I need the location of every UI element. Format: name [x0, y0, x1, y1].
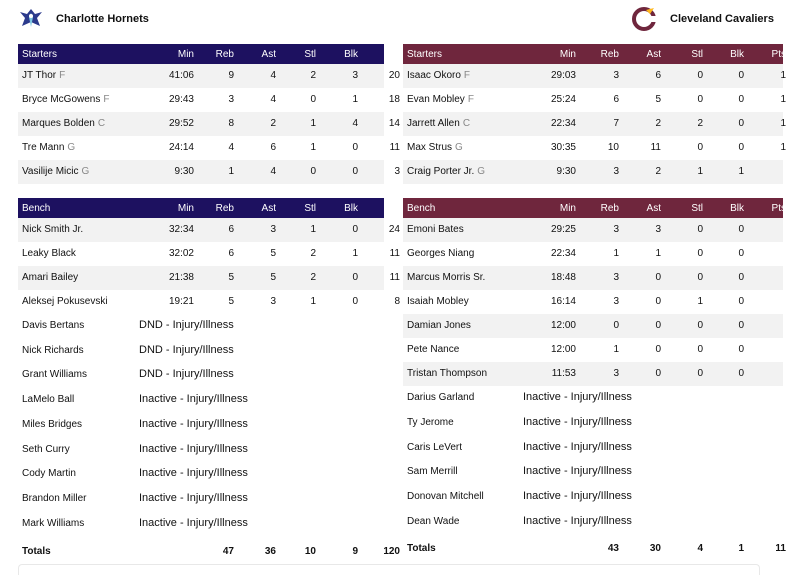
column-header-pts[interactable]: Pts	[771, 49, 786, 60]
totals-pts: 120	[383, 546, 400, 557]
stat-min: 19:21	[168, 296, 194, 307]
player-row[interactable]	[18, 64, 400, 88]
player-name[interactable]	[22, 296, 108, 307]
inactive-player-row[interactable]	[403, 411, 783, 435]
player-name-text[interactable]: Evan Mobley	[407, 94, 465, 105]
stat-stl: 2	[310, 70, 316, 81]
player-row[interactable]	[403, 242, 783, 266]
column-header-blk[interactable]: Blk	[344, 49, 358, 60]
column-header-blk[interactable]: Blk	[344, 203, 358, 214]
away-starters-header	[403, 44, 786, 64]
hornets-logo-icon	[18, 8, 44, 32]
stat-stl: 0	[697, 142, 703, 153]
column-header-blk[interactable]: Blk	[730, 49, 744, 60]
player-position: C	[462, 118, 471, 129]
inactive-player-row[interactable]	[18, 487, 384, 511]
player-row[interactable]	[403, 88, 786, 112]
stat-reb: 3	[613, 224, 619, 235]
stat-reb: 6	[228, 224, 234, 235]
player-row[interactable]	[18, 136, 400, 160]
player-name[interactable]	[407, 142, 463, 153]
stat-pts: 1	[780, 94, 786, 105]
stat-min: 9:30	[556, 166, 576, 177]
column-header-pts[interactable]: Pts	[771, 203, 786, 214]
player-row[interactable]	[18, 88, 400, 112]
player-row[interactable]	[18, 266, 400, 290]
stat-ast: 6	[655, 70, 661, 81]
stat-reb: 8	[228, 118, 234, 129]
player-position: G	[81, 166, 90, 177]
stat-min: 16:14	[550, 296, 576, 307]
player-name[interactable]	[22, 118, 105, 129]
stat-min: 11:53	[551, 368, 576, 379]
player-position: F	[59, 70, 66, 81]
stat-pts: 18	[388, 94, 400, 105]
stat-min: 9:30	[174, 166, 194, 177]
player-name[interactable]	[407, 344, 459, 355]
player-row[interactable]	[18, 290, 400, 314]
player-name-text[interactable]: Isaac Okoro	[407, 70, 461, 81]
player-status: DND - Injury/Illness	[139, 319, 234, 331]
player-name[interactable]: Sam Merrill	[407, 466, 458, 478]
stat-ast: 0	[655, 320, 661, 331]
column-header-reb[interactable]: Reb	[600, 203, 619, 214]
stat-blk: 4	[352, 118, 358, 129]
stat-min: 32:34	[168, 224, 194, 235]
stat-min: 18:48	[550, 272, 576, 283]
player-name[interactable]	[407, 118, 470, 129]
stat-blk: 0	[738, 296, 744, 307]
stat-min: 22:34	[550, 118, 576, 129]
stat-blk: 3	[352, 70, 358, 81]
inactive-player-row[interactable]	[18, 314, 384, 338]
player-position: F	[463, 70, 471, 81]
stat-blk: 0	[738, 368, 744, 379]
stat-stl: 0	[310, 166, 316, 177]
player-row[interactable]	[403, 266, 783, 290]
player-position: F	[103, 94, 110, 105]
player-name[interactable]	[407, 224, 464, 235]
column-header-min[interactable]: Min	[559, 49, 576, 60]
player-position: C	[97, 118, 106, 129]
stat-blk: 0	[352, 296, 358, 307]
player-name-text[interactable]: Tristan Thompson	[407, 368, 488, 379]
stat-min: 29:03	[550, 70, 576, 81]
stat-ast: 2	[655, 166, 661, 177]
stat-min: 29:43	[168, 94, 194, 105]
stat-stl: 1	[310, 224, 316, 235]
player-row[interactable]	[403, 112, 786, 136]
stat-pts: 1	[780, 118, 786, 129]
stat-pts: 14	[388, 118, 400, 129]
player-row[interactable]	[18, 160, 400, 184]
player-name[interactable]	[407, 272, 485, 283]
section-label: Starters	[22, 49, 58, 60]
player-name[interactable]	[407, 70, 470, 81]
stat-reb: 4	[228, 142, 234, 153]
stat-min: 41:06	[168, 70, 194, 81]
stat-stl: 0	[697, 224, 703, 235]
inactive-player-row[interactable]	[18, 462, 384, 486]
player-row[interactable]	[403, 314, 783, 338]
player-name[interactable]: Darius Garland	[407, 392, 475, 403]
column-header-min[interactable]: Min	[177, 49, 194, 60]
player-name-text[interactable]: JT Thor	[22, 70, 57, 81]
stat-reb: 3	[613, 166, 619, 177]
stat-ast: 1	[655, 248, 661, 259]
stat-ast: 5	[270, 272, 276, 283]
player-name-text[interactable]: Emoni Bates	[407, 224, 464, 235]
home-team-header	[18, 0, 384, 40]
home-totals-row	[18, 540, 400, 562]
stat-stl: 0	[697, 248, 703, 259]
stat-stl: 2	[697, 118, 703, 129]
footer-panel	[18, 564, 760, 575]
player-status: DND - Injury/Illness	[139, 343, 234, 356]
inactive-player-row[interactable]	[403, 460, 783, 484]
column-header-min[interactable]: Min	[177, 203, 194, 214]
stat-ast: 6	[270, 142, 276, 153]
player-row[interactable]	[18, 242, 400, 266]
stat-ast: 5	[270, 248, 276, 259]
column-header-min[interactable]: Min	[559, 203, 576, 214]
stat-ast: 3	[655, 224, 661, 235]
column-header-pts[interactable]: Pts	[385, 203, 400, 214]
stat-blk: 0	[352, 272, 358, 283]
stat-reb: 0	[613, 320, 619, 331]
player-status: Inactive - Injury/Illness	[139, 467, 248, 480]
player-name[interactable]	[22, 272, 78, 283]
stat-reb: 3	[228, 94, 234, 105]
stat-blk: 1	[738, 166, 744, 177]
player-name[interactable]	[22, 70, 65, 81]
stat-reb: 3	[613, 296, 619, 307]
player-name[interactable]: Grant Williams	[22, 369, 88, 381]
stat-reb: 9	[228, 70, 234, 81]
player-name-text[interactable]: Bryce McGowens	[22, 94, 101, 105]
player-position: G	[477, 166, 486, 177]
player-name[interactable]	[407, 248, 474, 259]
stat-min: 21:38	[168, 272, 194, 283]
stat-stl: 1	[310, 296, 316, 307]
inactive-player-row[interactable]	[18, 388, 384, 412]
player-name-text[interactable]: Marques Bolden	[22, 118, 95, 129]
player-name-text[interactable]: Aleksej Pokusevski	[22, 296, 108, 307]
stat-min: 29:52	[168, 118, 194, 129]
totals-stl: 10	[304, 546, 316, 557]
column-header-stl[interactable]: Stl	[691, 203, 703, 214]
player-name-text[interactable]: Amari Bailey	[22, 272, 79, 283]
totals-reb: 43	[607, 543, 619, 554]
column-header-stl[interactable]: Stl	[304, 49, 316, 60]
stat-min: 25:24	[550, 94, 576, 105]
stat-stl: 2	[310, 272, 316, 283]
totals-ast: 36	[264, 546, 276, 557]
player-name-text[interactable]: Pete Nance	[407, 344, 460, 355]
totals-reb: 47	[222, 546, 234, 557]
column-header-ast[interactable]: Ast	[646, 49, 661, 60]
stat-stl: 0	[697, 94, 703, 105]
column-header-ast[interactable]: Ast	[646, 203, 661, 214]
player-row[interactable]	[403, 218, 783, 242]
stat-ast: 0	[655, 368, 661, 379]
column-header-blk[interactable]: Blk	[730, 203, 744, 214]
player-row[interactable]	[403, 290, 783, 314]
stat-blk: 1	[352, 248, 358, 259]
stat-blk: 0	[738, 118, 744, 129]
stat-stl: 0	[697, 70, 703, 81]
stat-reb: 3	[613, 368, 619, 379]
stat-blk: 0	[738, 142, 744, 153]
player-row[interactable]	[18, 112, 400, 136]
stat-ast: 0	[655, 296, 661, 307]
player-status: Inactive - Injury/Illness	[139, 393, 248, 406]
home-bench-header	[18, 198, 400, 218]
player-name[interactable]	[407, 320, 471, 331]
home-team-name[interactable]: Charlotte Hornets	[56, 13, 149, 25]
stat-min: 30:35	[550, 142, 576, 153]
away-totals-row	[403, 537, 786, 559]
stat-ast: 4	[270, 94, 276, 105]
stat-stl: 1	[310, 118, 316, 129]
inactive-player-row[interactable]	[403, 510, 783, 534]
player-name-text[interactable]: Vasilije Micic	[22, 166, 79, 177]
player-name-text[interactable]: Max Strus	[407, 142, 453, 153]
inactive-player-row[interactable]	[18, 512, 384, 536]
stat-ast: 0	[655, 272, 661, 283]
stat-stl: 1	[697, 296, 703, 307]
player-name-text[interactable]: Leaky Black	[22, 248, 76, 259]
stat-pts: 8	[394, 296, 400, 307]
stat-min: 29:25	[550, 224, 576, 235]
stat-stl: 0	[697, 272, 703, 283]
column-header-reb[interactable]: Reb	[215, 49, 234, 60]
stat-blk: 0	[738, 224, 744, 235]
player-name[interactable]	[22, 248, 76, 259]
player-status: DND - Injury/Illness	[139, 368, 234, 381]
player-status: Inactive - Injury/Illness	[523, 465, 632, 478]
totals-blk: 1	[738, 543, 744, 554]
player-name[interactable]	[407, 94, 474, 105]
stat-stl: 1	[310, 142, 316, 153]
stat-reb: 1	[228, 166, 234, 177]
stat-reb: 1	[613, 248, 619, 259]
column-header-reb[interactable]: Reb	[600, 49, 619, 60]
column-header-ast[interactable]: Ast	[261, 203, 276, 214]
stat-pts: 1	[780, 142, 786, 153]
player-name-text[interactable]: Isaiah Mobley	[407, 296, 469, 307]
stat-min: 12:00	[550, 344, 576, 355]
stat-pts: 24	[388, 224, 400, 235]
player-status: Inactive - Injury/Illness	[523, 440, 632, 453]
player-name-text[interactable]: Damian Jones	[407, 320, 471, 331]
player-status: Inactive - Injury/Illness	[139, 491, 248, 504]
player-row[interactable]	[403, 136, 786, 160]
inactive-player-row[interactable]	[18, 438, 384, 462]
stat-ast: 0	[655, 344, 661, 355]
stat-reb: 5	[228, 272, 234, 283]
player-name[interactable]	[407, 296, 469, 307]
player-name[interactable]	[407, 368, 487, 379]
stat-ast: 4	[270, 166, 276, 177]
home-starters-header	[18, 44, 400, 64]
player-name[interactable]	[407, 166, 485, 177]
stat-reb: 10	[607, 142, 619, 153]
totals-label: Totals	[22, 546, 51, 557]
stat-blk: 0	[738, 70, 744, 81]
stat-pts: 20	[388, 70, 400, 81]
player-status: Inactive - Injury/Illness	[523, 391, 632, 403]
inactive-player-row[interactable]	[403, 386, 783, 410]
player-row[interactable]	[403, 160, 783, 184]
stat-reb: 3	[613, 272, 619, 283]
section-label: Bench	[22, 203, 51, 214]
stat-min: 24:14	[168, 142, 194, 153]
totals-label: Totals	[407, 543, 436, 554]
away-bench-header	[403, 198, 786, 218]
stat-blk: 0	[352, 224, 358, 235]
player-position: G	[455, 142, 463, 153]
player-status: Inactive - Injury/Illness	[139, 417, 248, 430]
stat-pts: 1	[780, 70, 786, 81]
column-header-reb[interactable]: Reb	[215, 203, 234, 214]
player-name[interactable]: Nick Richards	[22, 344, 84, 356]
stat-stl: 0	[697, 368, 703, 379]
stat-ast: 4	[270, 70, 276, 81]
player-name[interactable]: Mark Williams	[22, 517, 85, 529]
player-status: Inactive - Injury/Illness	[523, 415, 632, 428]
totals-pts: 11	[775, 543, 786, 554]
stat-reb: 5	[228, 296, 234, 307]
player-status: Inactive - Injury/Illness	[139, 516, 248, 529]
player-name[interactable]: Dean Wade	[407, 516, 460, 527]
stat-stl: 0	[697, 320, 703, 331]
stat-pts: 3	[394, 166, 400, 177]
column-header-stl[interactable]: Stl	[691, 49, 703, 60]
stat-reb: 1	[613, 344, 619, 355]
player-name-text[interactable]: Marcus Morris Sr.	[407, 272, 486, 283]
totals-stl: 4	[697, 543, 703, 554]
inactive-player-row[interactable]	[403, 485, 783, 509]
stat-stl: 0	[697, 344, 703, 355]
player-status: Inactive - Injury/Illness	[523, 515, 632, 527]
player-name-text[interactable]: Tre Mann	[22, 142, 65, 153]
cavaliers-logo-icon	[631, 7, 657, 31]
stat-stl: 2	[310, 248, 316, 259]
stat-ast: 5	[655, 94, 661, 105]
player-row[interactable]	[18, 218, 400, 242]
away-boxscore	[403, 0, 786, 554]
stat-blk: 0	[738, 248, 744, 259]
player-status: Inactive - Injury/Illness	[139, 442, 248, 455]
stat-blk: 0	[352, 142, 358, 153]
stat-blk: 0	[738, 344, 744, 355]
stat-ast: 2	[655, 118, 661, 129]
stat-blk: 1	[352, 94, 358, 105]
section-label: Bench	[407, 203, 436, 214]
stat-ast: 11	[650, 142, 661, 153]
player-name-text[interactable]: Jarrett Allen	[407, 118, 460, 129]
stat-reb: 7	[613, 118, 619, 129]
player-name[interactable]: Cody Martin	[22, 468, 76, 480]
player-name[interactable]: Donovan Mitchell	[407, 491, 484, 503]
player-name[interactable]: Seth Curry	[22, 443, 70, 455]
player-row[interactable]	[403, 362, 783, 386]
away-team-header	[403, 0, 783, 40]
inactive-player-row[interactable]	[403, 436, 783, 460]
stat-blk: 0	[352, 166, 358, 177]
home-boxscore	[18, 0, 400, 557]
away-team-name[interactable]: Cleveland Cavaliers	[670, 13, 774, 25]
stat-reb: 3	[613, 70, 619, 81]
stat-reb: 6	[613, 94, 619, 105]
player-row[interactable]	[403, 338, 783, 362]
player-name[interactable]: Miles Bridges	[22, 418, 83, 430]
player-name-text[interactable]: Georges Niang	[407, 248, 475, 259]
column-header-ast[interactable]: Ast	[261, 49, 276, 60]
totals-ast: 30	[649, 543, 661, 554]
player-name[interactable]	[22, 224, 83, 235]
column-header-pts[interactable]: Pts	[385, 49, 400, 60]
stat-stl: 0	[310, 94, 316, 105]
player-position: G	[67, 142, 76, 153]
stat-min: 12:00	[550, 320, 576, 331]
player-row[interactable]	[403, 64, 786, 88]
stat-pts: 11	[389, 248, 400, 259]
stat-min: 32:02	[168, 248, 194, 259]
player-name[interactable]	[22, 142, 75, 153]
stat-blk: 0	[738, 320, 744, 331]
stat-min: 22:34	[550, 248, 576, 259]
player-name[interactable]: Ty Jerome	[407, 416, 454, 428]
player-name[interactable]	[22, 166, 89, 177]
player-name[interactable]	[22, 94, 109, 105]
stat-stl: 1	[697, 166, 703, 177]
stat-blk: 0	[738, 94, 744, 105]
player-name-text[interactable]: Craig Porter Jr.	[407, 166, 475, 177]
section-label: Starters	[407, 49, 443, 60]
player-name-text[interactable]: Nick Smith Jr.	[22, 224, 84, 235]
stat-pts: 11	[389, 142, 400, 153]
player-name[interactable]: Davis Bertans	[22, 320, 85, 331]
player-name[interactable]: Caris LeVert	[407, 441, 463, 453]
stat-blk: 0	[738, 272, 744, 283]
stat-pts: 11	[389, 272, 400, 283]
column-header-stl[interactable]: Stl	[304, 203, 316, 214]
stat-reb: 6	[228, 248, 234, 259]
stat-ast: 2	[270, 118, 276, 129]
inactive-player-row[interactable]	[18, 413, 384, 437]
inactive-player-row[interactable]	[18, 339, 384, 363]
totals-blk: 9	[352, 546, 358, 557]
stat-ast: 3	[270, 224, 276, 235]
stat-ast: 3	[270, 296, 276, 307]
inactive-player-row[interactable]	[18, 363, 384, 387]
player-position: F	[467, 94, 474, 105]
player-name[interactable]: LaMelo Ball	[22, 394, 75, 406]
player-name[interactable]: Brandon Miller	[22, 492, 87, 504]
player-status: Inactive - Injury/Illness	[523, 490, 632, 503]
